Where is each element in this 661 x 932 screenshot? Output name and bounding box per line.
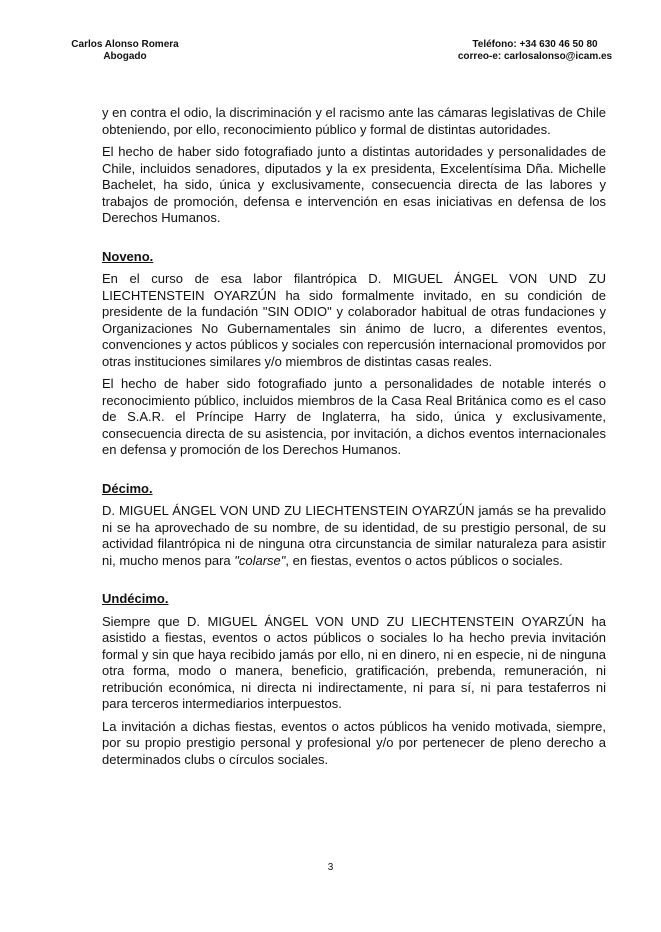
section-heading: Undécimo. xyxy=(102,591,169,606)
noveno-paragraph-1: En el curso de esa labor filantrópica D. MIGUEL ÁNGEL VON UND ZU LIECHTENSTEIN OYARZÚN ha sido formalmente invitado, en su condición de presidente de la fundación "SIN ODIO" y colaborador habitual de otras fundaciones y Organizaciones No Gubernamentales sin ánimo de lucro, a diferentes eventos, convenciones y actos públicos y sociales con repercusión internacional promovidos por otras instituciones similares y/o miembros de distintas casas reales. xyxy=(102,271,606,369)
lawyer-name: Carlos Alonso Romera xyxy=(71,39,179,50)
letterhead-right xyxy=(440,39,630,63)
decimo-text-before: D. MIGUEL ÁNGEL VON UND ZU LIECHTENSTEIN OYARZÚN jamás se ha prevalido ni se ha aprovechado de su nombre, de su identidad, de su prestigio personal, de su actividad filantrópica ni de ninguna otra circunstancia de similar naturaleza para asistir ni, mucho menos para xyxy=(102,503,606,568)
decimo-paragraph-1 xyxy=(102,503,606,569)
undecimo-paragraph-1: Siempre que D. MIGUEL ÁNGEL VON UND ZU LIECHTENSTEIN OYARZÚN ha asistido a fiestas, eventos o actos públicos o sociales lo ha hecho previa invitación formal y sin que haya recibido jamás por ello, ni en dinero, ni en especie, ni de ninguna otra forma, modo o manera, beneficio, gratificación, prebenda, remuneración, ni retribución económica, ni directa ni indirectamente, ni para sí, ni para testaferros ni para terceros intermediarios interpuestos. xyxy=(102,613,606,711)
undecimo-paragraph-2: La invitación a dichas fiestas, eventos o actos públicos ha venido motivada, siempre, por su propio prestigio personal y profesional y/o por pertenecer de pleno derecho a determinados clubs o círculos sociales. xyxy=(102,718,606,767)
intro-paragraph-2: El hecho de haber sido fotografiado junto a distintas autoridades y personalidades de Chile, incluidos senadores, diputados y la ex presidenta, Excelentísima Dña. Michelle Bachelet, ha sido, única y exclusivamente, consecuencia directa de las labores y trabajos de promoción, defensa e intervención en esas iniciativas en defensa de los Derechos Humanos. xyxy=(102,144,606,225)
noveno-paragraph-2: El hecho de haber sido fotografiado junto a personalidades de notable interés o reconocimiento público, incluidos miembros de la Casa Real Británica como es el caso de S.A.R. el Príncipe Harry de Inglaterra, ha sido, única y exclusivamente, consecuencia directa de su asistencia, por invitación, a dichos eventos internacionales en defensa y promoción de los Derechos Humanos. xyxy=(102,376,606,457)
section-heading: Décimo. xyxy=(102,480,153,496)
letterhead-left xyxy=(70,39,180,63)
decimo-text-after: , en fiestas, eventos o actos públicos o sociales. xyxy=(285,552,563,568)
section-decimo xyxy=(102,481,606,570)
section-noveno xyxy=(102,249,606,459)
intro-paragraph-1: y en contra el odio, la discriminación y el racismo ante las cámaras legislativas de Chile obteniendo, por ello, reconocimiento público y formal de distintas autoridades. xyxy=(102,105,606,137)
lawyer-role: Abogado xyxy=(103,51,147,62)
contact-email: correo-e: carlosalonso@icam.es xyxy=(457,51,613,62)
document-body xyxy=(102,105,606,774)
section-heading: Noveno. xyxy=(102,248,154,264)
contact-phone: Teléfono: +34 630 46 50 80 xyxy=(472,39,598,50)
section-undecimo xyxy=(102,591,606,768)
decimo-emphasis: "colarse" xyxy=(234,552,286,568)
page-number: 3 xyxy=(327,862,334,873)
